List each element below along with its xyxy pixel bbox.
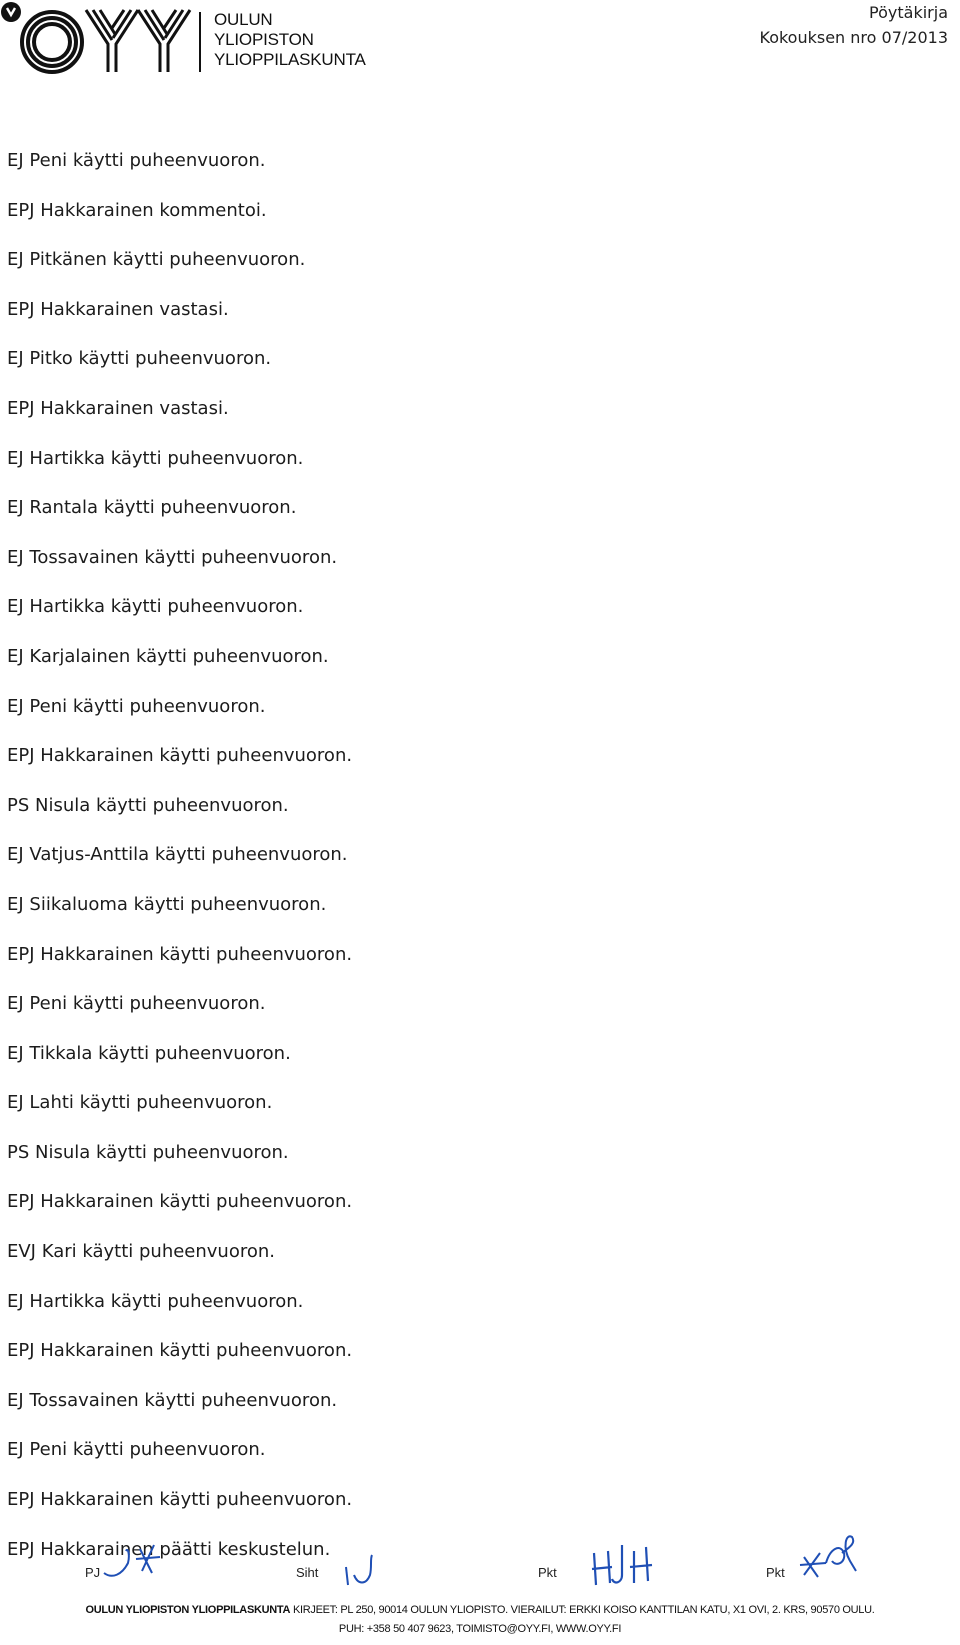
minutes-line: EPJ Hakkarainen käytti puheenvuoron.: [7, 1340, 353, 1362]
page-footer: [0, 1602, 960, 1640]
minutes-line: PS Nisula käytti puheenvuoron.: [7, 794, 289, 816]
minutes-line: EJ Vatjus-Anttila käytti puheenvuoron.: [7, 844, 348, 866]
footer-org: OULUN YLIOPISTON YLIOPPILASKUNTA: [85, 1604, 291, 1616]
minutes-line: EPJ Hakkarainen päätti keskustelun.: [7, 1538, 331, 1560]
minutes-line: EJ Tossavainen käytti puheenvuoron.: [7, 1389, 338, 1411]
minutes-line: EVJ Kari käytti puheenvuoron.: [7, 1241, 276, 1263]
signature-label-siht: Siht: [296, 1565, 319, 1580]
minutes-line: EJ Lahti käytti puheenvuoron.: [7, 1092, 273, 1114]
signature-siht: [296, 1545, 416, 1595]
minutes-line: EJ Hartikka käytti puheenvuoron.: [7, 447, 304, 469]
handwritten-signature-icon: [340, 1545, 400, 1595]
minutes-line: EJ Peni käytti puheenvuoron.: [7, 150, 266, 171]
signature-row: [0, 1545, 960, 1595]
minutes-lines: [7, 136, 352, 1574]
minutes-line: EJ Tossavainen käytti puheenvuoron.: [7, 546, 338, 568]
signature-pkt-2: [766, 1545, 896, 1595]
minutes-line: EJ Karjalainen käytti puheenvuoron.: [7, 645, 329, 667]
minutes-line: EPJ Hakkarainen käytti puheenvuoron.: [7, 1191, 353, 1213]
minutes-line: EJ Hartikka käytti puheenvuoron.: [7, 1290, 304, 1312]
oyy-logo-icon: [0, 0, 210, 80]
handwritten-signature-icon: [796, 1533, 886, 1583]
signature-label-pkt-2: Pkt: [766, 1565, 785, 1580]
minutes-line: EPJ Hakkarainen vastasi.: [7, 397, 229, 419]
minutes-line: EPJ Hakkarainen käytti puheenvuoron.: [7, 1489, 353, 1511]
minutes-line: EPJ Hakkarainen vastasi.: [7, 298, 229, 320]
footer-line-1: [0, 1602, 960, 1618]
handwritten-signature-icon: [100, 1537, 200, 1587]
org-name-line-1: OULUN: [214, 10, 273, 29]
org-name-line-3: YLIOPPILASKUNTA: [214, 50, 366, 69]
signature-pkt-1: [538, 1545, 668, 1595]
footer-address: KIRJEET: PL 250, 90014 OULUN YLIOPISTO. VIERAILUT: ERKKI KOISO KANTTILAN KATU, X1 OVI, 2. KRS, 90570 OULU.: [292, 1604, 875, 1616]
minutes-line: EJ Peni käytti puheenvuoron.: [7, 993, 266, 1015]
minutes-line: EJ Siikaluoma käytti puheenvuoron.: [7, 893, 327, 915]
minutes-line: EJ Pitkänen käytti puheenvuoron.: [7, 249, 306, 271]
signature-label-pj: PJ: [85, 1565, 101, 1580]
signature-label-pkt-1: Pkt: [538, 1565, 557, 1580]
org-name: [214, 10, 366, 70]
minutes-line: EJ Hartikka käytti puheenvuoron.: [7, 596, 304, 618]
document-meta: [760, 0, 949, 50]
minutes-line: EJ Peni käytti puheenvuoron.: [7, 1439, 266, 1461]
footer-contact: PUH: +358 50 407 9623, TOIMISTO@OYY.FI, WWW.OYY.FI: [338, 1623, 622, 1635]
minutes-line: EPJ Hakkarainen käytti puheenvuoron.: [7, 943, 353, 965]
meeting-number: Kokouksen nro 07/2013: [759, 28, 948, 47]
handwritten-signature-icon: [588, 1539, 668, 1589]
minutes-line: EJ Pitko käytti puheenvuoron.: [7, 348, 272, 370]
org-name-line-2: YLIOPISTON: [214, 30, 314, 49]
minutes-line: EJ Tikkala käytti puheenvuoron.: [7, 1042, 291, 1064]
oyy-logo: [0, 0, 210, 80]
minutes-line: EJ Peni käytti puheenvuoron.: [7, 695, 266, 717]
minutes-line: PS Nisula käytti puheenvuoron.: [7, 1141, 289, 1163]
signature-pj: [80, 1545, 200, 1595]
minutes-line: EJ Rantala käytti puheenvuoron.: [7, 497, 297, 519]
minutes-line: EPJ Hakkarainen kommentoi.: [7, 199, 267, 221]
document-type: Pöytäkirja: [869, 3, 948, 22]
minutes-line: EPJ Hakkarainen käytti puheenvuoron.: [7, 745, 353, 767]
